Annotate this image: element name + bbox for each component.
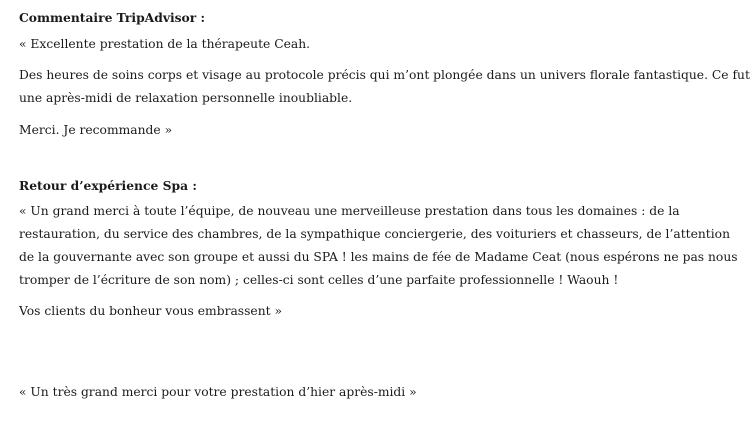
tripadvisor-body-line-2: une après-midi de relaxation personnelle inoubliable. xyxy=(19,91,353,105)
thank-you-quote: « Un très grand merci pour votre prestation d’hier après-midi » xyxy=(19,385,417,399)
spa-feedback-line-4: tromper de l’écriture de son nom) ; celles-ci sont celles d’une parfaite professionnelle ! Waouh ! xyxy=(19,273,619,287)
tripadvisor-heading: Commentaire TripAdvisor : xyxy=(19,10,206,25)
spa-feedback-line-1: « Un grand merci à toute l’équipe, de nouveau une merveilleuse prestation dans tous les domaines : de la xyxy=(19,204,680,218)
spa-feedback-line-2: restauration, du service des chambres, de la sympathique conciergerie, des voituriers et chasseurs, de l’attention xyxy=(19,227,730,241)
tripadvisor-body-line-1: Des heures de soins corps et visage au protocole précis qui m’ont plongée dans un univers florale fantastique. Ce fut xyxy=(19,68,750,82)
spa-feedback-closing: Vos clients du bonheur vous embrassent » xyxy=(19,304,282,318)
spa-feedback-heading: Retour d’expérience Spa : xyxy=(19,178,197,193)
spa-feedback-line-3: de la gouvernante avec son groupe et aussi du SPA ! les mains de fée de Madame Ceat (nous espérons ne pas nous xyxy=(19,250,738,264)
tripadvisor-quote-open: « Excellente prestation de la thérapeute Ceah. xyxy=(19,37,311,51)
tripadvisor-closing: Merci. Je recommande » xyxy=(19,123,173,137)
